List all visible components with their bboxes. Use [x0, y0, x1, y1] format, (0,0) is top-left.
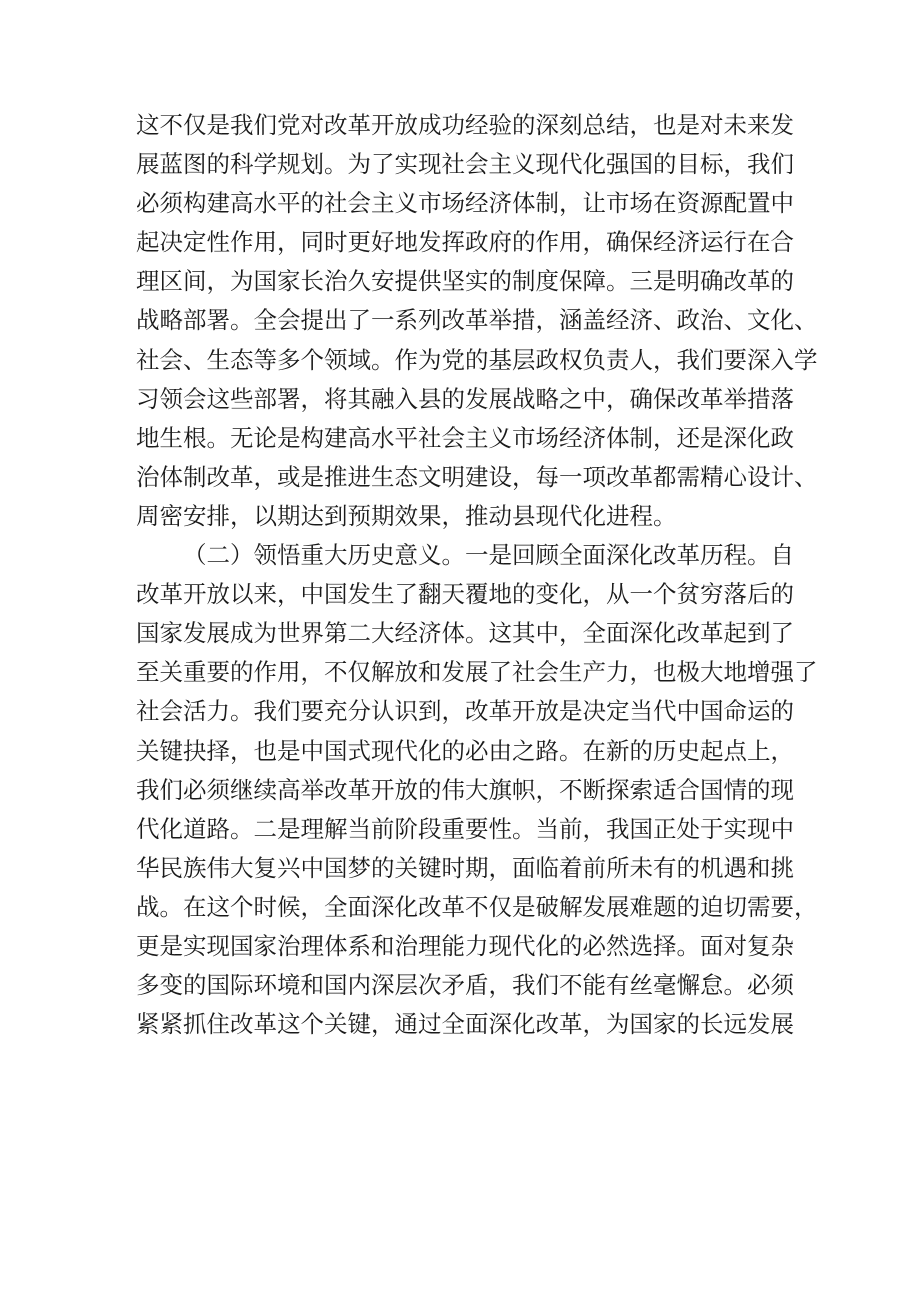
text-line: 习领会这些部署，将其融入县的发展战略之中，确保改革举措落	[136, 384, 794, 413]
section-heading-line: （二）领悟重大历史意义。一是回顾全面深化改革历程。自	[183, 541, 794, 570]
text-line: 紧紧抓住改革这个关键，通过全面深化改革，为国家的长远发展	[136, 1010, 794, 1039]
text-line: 至关重要的作用，不仅解放和发展了社会生产力，也极大地增强了	[136, 658, 818, 687]
text-line: 起决定性作用，同时更好地发挥政府的作用，确保经济运行在合	[136, 228, 794, 257]
text-line: 关键抉择，也是中国式现代化的必由之路。在新的历史起点上，	[136, 736, 794, 765]
text-line: 国家发展成为世界第二大经济体。这其中，全面深化改革起到了	[136, 619, 794, 648]
text-line: 多变的国际环境和国内深层次矛盾，我们不能有丝毫懈怠。必须	[136, 971, 794, 1000]
text-line: 我们必须继续高举改革开放的伟大旗帜，不断探索适合国情的现	[136, 775, 794, 804]
text-line: 社会活力。我们要充分认识到，改革开放是决定当代中国命运的	[136, 697, 794, 726]
text-line: 治体制改革，或是推进生态文明建设，每一项改革都需精心设计、	[136, 462, 818, 491]
text-line: 代化道路。二是理解当前阶段重要性。当前，我国正处于实现中	[136, 814, 794, 843]
text-line: 更是实现国家治理体系和治理能力现代化的必然选择。面对复杂	[136, 931, 794, 960]
text-line: 这不仅是我们党对改革开放成功经验的深刻总结，也是对未来发	[136, 111, 794, 139]
body-text	[136, 106, 818, 1044]
text-line: 必须构建高水平的社会主义市场经济体制，让市场在资源配置中	[136, 189, 794, 218]
text-line: 战。在这个时候，全面深化改革不仅是破解发展难题的迫切需要，	[136, 892, 818, 921]
text-line: 社会、生态等多个领域。作为党的基层政权负责人，我们要深入学	[136, 345, 818, 374]
text-line: 战略部署。全会提出了一系列改革举措，涵盖经济、政治、文化、	[136, 306, 818, 335]
text-line: 展蓝图的科学规划。为了实现社会主义现代化强国的目标，我们	[136, 150, 794, 179]
text-line: 理区间，为国家长治久安提供坚实的制度保障。三是明确改革的	[136, 267, 794, 296]
text-line: 改革开放以来，中国发生了翻天覆地的变化，从一个贫穷落后的	[136, 580, 794, 609]
text-line: 华民族伟大复兴中国梦的关键时期，面临着前所未有的机遇和挑	[136, 853, 794, 882]
paragraph-end-line: 周密安排，以期达到预期效果，推动县现代化进程。	[136, 501, 677, 530]
text-line: 地生根。无论是构建高水平社会主义市场经济体制，还是深化政	[136, 423, 794, 452]
